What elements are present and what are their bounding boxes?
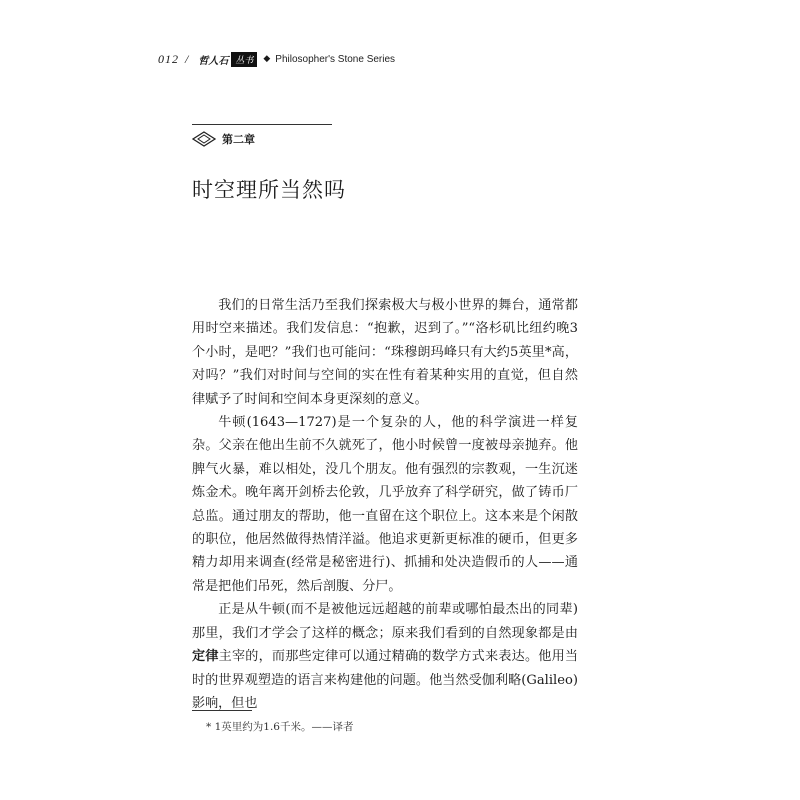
series-logo-text: 哲人石 (198, 55, 229, 67)
body-text (192, 294, 578, 715)
paragraph-1: 我们的日常生活乃至我们探索极大与极小世界的舞台，通常都用时空来描述。我们发信息：“抱歉，迟到了。”“洛杉矶比纽约晚3个小时，是吧？”我们也可能问：“珠穆朗玛峰只有大约5英里*高，对吗？”我们对时间与空间的实在性有着某种实用的直觉，但自然律赋予了时间和空间本身更深刻的意义。 (192, 298, 578, 407)
chapter-title: 时空理所当然吗 (192, 178, 346, 202)
series-name: Philosopher's Stone Series (275, 53, 396, 65)
paragraph-3: 正是从牛顿(而不是被他远远超越的前辈或哪怕最杰出的同辈)那里，我们才学会了这样的概念；原来我们看到的自然现象都是由定律主宰的，而那些定律可以通过精确的数学方式来表达。他用当时的世界观塑造的语言来构建他的问题。他当然受伽利略(Galileo)影响，但也 (192, 602, 579, 711)
diamond-icon: ◆ (263, 54, 271, 64)
chapter-label (192, 129, 255, 149)
footnote-rule (192, 710, 252, 711)
chapter-top-rule (192, 124, 332, 125)
bold-term-law: 定律 (192, 649, 219, 665)
running-header (158, 50, 395, 68)
series-logo-badge: 丛书 (231, 52, 257, 67)
chapter-number: 第二章 (222, 133, 255, 146)
paragraph-2: 牛顿(1643—1727)是一个复杂的人，他的科学演进一样复杂。父亲在他出生前不久就死了，他小时候曾一度被母亲抛弃。他脾气火暴，难以相处，没几个朋友。他有强烈的宗教观，一生沉迷炼金术。晚年离开剑桥去伦敦，几乎放弃了科学研究，做了铸币厂总监。通过朋友的帮助，他一直留在这个职位上。这本来是个闲散的职位，他居然做得热情洋溢。他追求更新更标准的硬币，但更多精力却用来调查(经常是秘密进行)、抓捕和处决造假币的人——通常是把他们吊死，然后剖腹、分尸。 (192, 415, 578, 594)
page-number: 012 (158, 51, 179, 66)
chapter-diamond-icon (192, 131, 216, 147)
footnote: * 1英里约为1.6千米。——译者 (206, 721, 354, 733)
header-separator: / (185, 51, 189, 66)
